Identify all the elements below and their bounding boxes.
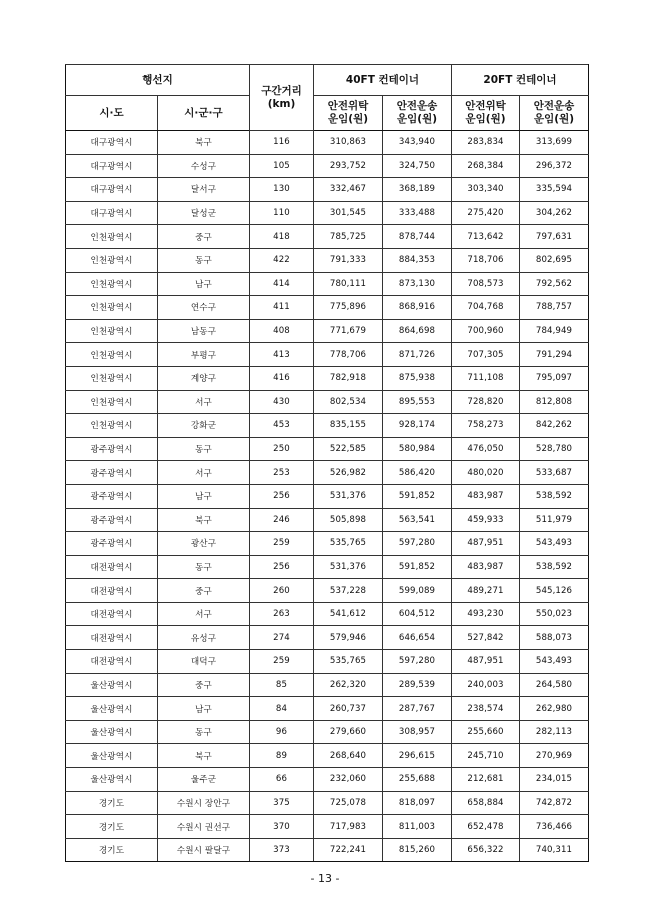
cell-sigungu: 부평구	[158, 343, 250, 367]
table-body	[66, 131, 589, 862]
cell-20ft-entrust: 483,987	[452, 484, 520, 508]
cell-distance: 89	[250, 744, 314, 768]
cell-sido: 광주광역시	[66, 484, 158, 508]
cell-40ft-transport: 818,097	[383, 791, 452, 815]
cell-40ft-entrust: 332,467	[314, 178, 383, 202]
cell-40ft-entrust: 522,585	[314, 437, 383, 461]
header-20ft-entrust: 안전위탁 운임(원)	[452, 96, 520, 131]
cell-20ft-transport: 736,466	[520, 815, 589, 839]
cell-20ft-transport: 270,969	[520, 744, 589, 768]
cell-40ft-transport: 873,130	[383, 272, 452, 296]
cell-20ft-entrust: 240,003	[452, 673, 520, 697]
cell-20ft-entrust: 704,768	[452, 296, 520, 320]
table-row	[66, 838, 589, 862]
cell-40ft-entrust: 717,983	[314, 815, 383, 839]
cell-distance: 84	[250, 697, 314, 721]
cell-sigungu: 대덕구	[158, 650, 250, 674]
fare-table	[65, 64, 589, 862]
cell-distance: 85	[250, 673, 314, 697]
cell-sido: 인천광역시	[66, 390, 158, 414]
cell-20ft-transport: 795,097	[520, 366, 589, 390]
cell-sigungu: 계양구	[158, 366, 250, 390]
table-row	[66, 131, 589, 155]
cell-distance: 66	[250, 768, 314, 792]
cell-sido: 인천광역시	[66, 343, 158, 367]
cell-distance: 411	[250, 296, 314, 320]
cell-40ft-entrust: 535,765	[314, 532, 383, 556]
cell-20ft-entrust: 487,951	[452, 650, 520, 674]
cell-sido: 광주광역시	[66, 508, 158, 532]
cell-sigungu: 남동구	[158, 319, 250, 343]
cell-40ft-entrust: 268,640	[314, 744, 383, 768]
cell-distance: 274	[250, 626, 314, 650]
table-row	[66, 650, 589, 674]
cell-20ft-entrust: 283,834	[452, 131, 520, 155]
cell-40ft-entrust: 802,534	[314, 390, 383, 414]
cell-sigungu: 동구	[158, 248, 250, 272]
header-40ft-transport: 안전운송 운임(원)	[383, 96, 452, 131]
cell-20ft-transport: 792,562	[520, 272, 589, 296]
cell-20ft-entrust: 480,020	[452, 461, 520, 485]
table-row	[66, 414, 589, 438]
table-row	[66, 532, 589, 556]
table-row	[66, 508, 589, 532]
cell-40ft-transport: 308,957	[383, 720, 452, 744]
header-40ft-entrust: 안전위탁 운임(원)	[314, 96, 383, 131]
cell-40ft-transport: 368,189	[383, 178, 452, 202]
table-row	[66, 437, 589, 461]
cell-20ft-entrust: 483,987	[452, 555, 520, 579]
cell-40ft-entrust: 526,982	[314, 461, 383, 485]
header-distance: 구간거리 (km)	[250, 65, 314, 131]
cell-distance: 418	[250, 225, 314, 249]
cell-20ft-transport: 282,113	[520, 720, 589, 744]
cell-20ft-transport: 262,980	[520, 697, 589, 721]
cell-sigungu: 연수구	[158, 296, 250, 320]
table-row	[66, 626, 589, 650]
cell-sido: 대구광역시	[66, 201, 158, 225]
cell-20ft-entrust: 758,273	[452, 414, 520, 438]
cell-sido: 경기도	[66, 838, 158, 862]
cell-40ft-transport: 864,698	[383, 319, 452, 343]
table-row	[66, 366, 589, 390]
cell-sido: 인천광역시	[66, 296, 158, 320]
cell-sido: 인천광역시	[66, 272, 158, 296]
cell-sido: 대전광역시	[66, 650, 158, 674]
cell-20ft-entrust: 212,681	[452, 768, 520, 792]
table-row	[66, 272, 589, 296]
cell-40ft-entrust: 835,155	[314, 414, 383, 438]
cell-sigungu: 중구	[158, 579, 250, 603]
cell-sido: 대구광역시	[66, 131, 158, 155]
cell-40ft-entrust: 310,863	[314, 131, 383, 155]
cell-20ft-transport: 812,808	[520, 390, 589, 414]
cell-40ft-entrust: 778,706	[314, 343, 383, 367]
cell-sido: 인천광역시	[66, 366, 158, 390]
cell-20ft-entrust: 275,420	[452, 201, 520, 225]
cell-40ft-transport: 604,512	[383, 602, 452, 626]
cell-distance: 259	[250, 532, 314, 556]
cell-40ft-entrust: 531,376	[314, 484, 383, 508]
cell-20ft-transport: 264,580	[520, 673, 589, 697]
cell-20ft-entrust: 459,933	[452, 508, 520, 532]
cell-sigungu: 남구	[158, 484, 250, 508]
cell-40ft-transport: 646,654	[383, 626, 452, 650]
cell-20ft-transport: 588,073	[520, 626, 589, 650]
cell-sido: 울산광역시	[66, 744, 158, 768]
cell-sido: 울산광역시	[66, 720, 158, 744]
cell-distance: 110	[250, 201, 314, 225]
cell-sido: 울산광역시	[66, 673, 158, 697]
cell-distance: 414	[250, 272, 314, 296]
cell-sigungu: 강화군	[158, 414, 250, 438]
cell-40ft-transport: 868,916	[383, 296, 452, 320]
table-row	[66, 791, 589, 815]
cell-sigungu: 동구	[158, 437, 250, 461]
cell-sido: 대구광역시	[66, 178, 158, 202]
cell-20ft-transport: 545,126	[520, 579, 589, 603]
cell-40ft-transport: 884,353	[383, 248, 452, 272]
cell-20ft-entrust: 238,574	[452, 697, 520, 721]
cell-20ft-transport: 543,493	[520, 650, 589, 674]
cell-40ft-entrust: 579,946	[314, 626, 383, 650]
cell-20ft-entrust: 489,271	[452, 579, 520, 603]
cell-40ft-transport: 597,280	[383, 532, 452, 556]
cell-sido: 대전광역시	[66, 579, 158, 603]
cell-20ft-transport: 797,631	[520, 225, 589, 249]
cell-20ft-transport: 550,023	[520, 602, 589, 626]
cell-sido: 울산광역시	[66, 697, 158, 721]
cell-20ft-transport: 511,979	[520, 508, 589, 532]
cell-distance: 116	[250, 131, 314, 155]
table-row	[66, 343, 589, 367]
cell-40ft-transport: 928,174	[383, 414, 452, 438]
cell-sido: 대전광역시	[66, 626, 158, 650]
cell-distance: 130	[250, 178, 314, 202]
cell-sido: 인천광역시	[66, 225, 158, 249]
table-row	[66, 602, 589, 626]
cell-20ft-transport: 784,949	[520, 319, 589, 343]
cell-20ft-entrust: 656,322	[452, 838, 520, 862]
header-sigungu: 시·군·구	[158, 96, 250, 131]
cell-40ft-transport: 296,615	[383, 744, 452, 768]
cell-20ft-transport: 791,294	[520, 343, 589, 367]
cell-sido: 대전광역시	[66, 602, 158, 626]
cell-40ft-entrust: 780,111	[314, 272, 383, 296]
cell-20ft-transport: 742,872	[520, 791, 589, 815]
cell-20ft-entrust: 707,305	[452, 343, 520, 367]
cell-40ft-transport: 871,726	[383, 343, 452, 367]
cell-20ft-transport: 335,594	[520, 178, 589, 202]
cell-40ft-entrust: 293,752	[314, 154, 383, 178]
cell-40ft-entrust: 771,679	[314, 319, 383, 343]
cell-distance: 256	[250, 484, 314, 508]
cell-40ft-entrust: 279,660	[314, 720, 383, 744]
cell-sido: 인천광역시	[66, 319, 158, 343]
cell-distance: 416	[250, 366, 314, 390]
cell-40ft-transport: 875,938	[383, 366, 452, 390]
table-row	[66, 154, 589, 178]
header-sido: 시·도	[66, 96, 158, 131]
cell-40ft-transport: 343,940	[383, 131, 452, 155]
cell-40ft-entrust: 531,376	[314, 555, 383, 579]
table-row	[66, 673, 589, 697]
cell-40ft-entrust: 232,060	[314, 768, 383, 792]
cell-20ft-entrust: 718,706	[452, 248, 520, 272]
cell-40ft-entrust: 505,898	[314, 508, 383, 532]
cell-20ft-entrust: 652,478	[452, 815, 520, 839]
cell-sido: 인천광역시	[66, 248, 158, 272]
cell-40ft-entrust: 301,545	[314, 201, 383, 225]
cell-distance: 259	[250, 650, 314, 674]
cell-20ft-transport: 788,757	[520, 296, 589, 320]
table-row	[66, 296, 589, 320]
cell-40ft-transport: 597,280	[383, 650, 452, 674]
cell-40ft-entrust: 535,765	[314, 650, 383, 674]
cell-distance: 260	[250, 579, 314, 603]
cell-20ft-entrust: 245,710	[452, 744, 520, 768]
cell-20ft-entrust: 527,842	[452, 626, 520, 650]
cell-distance: 408	[250, 319, 314, 343]
cell-20ft-entrust: 268,384	[452, 154, 520, 178]
cell-sigungu: 남구	[158, 697, 250, 721]
cell-40ft-transport: 586,420	[383, 461, 452, 485]
cell-sigungu: 북구	[158, 744, 250, 768]
cell-40ft-transport: 599,089	[383, 579, 452, 603]
cell-sigungu: 남구	[158, 272, 250, 296]
cell-40ft-entrust: 722,241	[314, 838, 383, 862]
cell-distance: 263	[250, 602, 314, 626]
table-row	[66, 461, 589, 485]
cell-sido: 광주광역시	[66, 437, 158, 461]
cell-sido: 경기도	[66, 791, 158, 815]
cell-40ft-entrust: 537,228	[314, 579, 383, 603]
table-row	[66, 319, 589, 343]
cell-40ft-entrust: 791,333	[314, 248, 383, 272]
cell-20ft-entrust: 728,820	[452, 390, 520, 414]
cell-40ft-entrust: 541,612	[314, 602, 383, 626]
cell-sido: 광주광역시	[66, 532, 158, 556]
cell-20ft-entrust: 493,230	[452, 602, 520, 626]
cell-20ft-transport: 528,780	[520, 437, 589, 461]
cell-sigungu: 달서구	[158, 178, 250, 202]
cell-sigungu: 북구	[158, 508, 250, 532]
cell-20ft-transport: 842,262	[520, 414, 589, 438]
cell-40ft-transport: 289,539	[383, 673, 452, 697]
cell-distance: 105	[250, 154, 314, 178]
header-20ft: 20FT 컨테이너	[452, 65, 589, 96]
table-row	[66, 697, 589, 721]
cell-20ft-transport: 538,592	[520, 484, 589, 508]
cell-40ft-transport: 811,003	[383, 815, 452, 839]
cell-distance: 253	[250, 461, 314, 485]
cell-distance: 453	[250, 414, 314, 438]
cell-sigungu: 수성구	[158, 154, 250, 178]
cell-sigungu: 울주군	[158, 768, 250, 792]
cell-sigungu: 광산구	[158, 532, 250, 556]
cell-20ft-entrust: 700,960	[452, 319, 520, 343]
cell-distance: 96	[250, 720, 314, 744]
cell-distance: 375	[250, 791, 314, 815]
cell-distance: 256	[250, 555, 314, 579]
table-row	[66, 555, 589, 579]
cell-sigungu: 서구	[158, 390, 250, 414]
cell-20ft-transport: 304,262	[520, 201, 589, 225]
cell-40ft-transport: 878,744	[383, 225, 452, 249]
table-row	[66, 579, 589, 603]
table-row	[66, 484, 589, 508]
cell-40ft-transport: 333,488	[383, 201, 452, 225]
cell-20ft-transport: 802,695	[520, 248, 589, 272]
cell-distance: 413	[250, 343, 314, 367]
page-number: - 13 -	[310, 872, 340, 885]
cell-sigungu: 수원시 팔달구	[158, 838, 250, 862]
cell-40ft-transport: 563,541	[383, 508, 452, 532]
table-row	[66, 201, 589, 225]
cell-40ft-entrust: 262,320	[314, 673, 383, 697]
cell-20ft-entrust: 255,660	[452, 720, 520, 744]
cell-distance: 370	[250, 815, 314, 839]
cell-20ft-entrust: 658,884	[452, 791, 520, 815]
cell-20ft-transport: 538,592	[520, 555, 589, 579]
cell-sigungu: 서구	[158, 602, 250, 626]
cell-distance: 373	[250, 838, 314, 862]
header-20ft-transport: 안전운송 운임(원)	[520, 96, 589, 131]
cell-20ft-transport: 740,311	[520, 838, 589, 862]
cell-20ft-entrust: 487,951	[452, 532, 520, 556]
table-row	[66, 178, 589, 202]
cell-20ft-transport: 543,493	[520, 532, 589, 556]
cell-40ft-transport: 324,750	[383, 154, 452, 178]
table-row	[66, 815, 589, 839]
table-row	[66, 390, 589, 414]
cell-sigungu: 달성군	[158, 201, 250, 225]
cell-40ft-entrust: 260,737	[314, 697, 383, 721]
cell-sigungu: 서구	[158, 461, 250, 485]
cell-20ft-entrust: 711,108	[452, 366, 520, 390]
cell-sido: 대전광역시	[66, 555, 158, 579]
header-40ft: 40FT 컨테이너	[314, 65, 452, 96]
table-row	[66, 720, 589, 744]
cell-sido: 인천광역시	[66, 414, 158, 438]
cell-sigungu: 동구	[158, 555, 250, 579]
table-row	[66, 225, 589, 249]
cell-40ft-entrust: 725,078	[314, 791, 383, 815]
cell-40ft-transport: 591,852	[383, 484, 452, 508]
cell-sigungu: 동구	[158, 720, 250, 744]
cell-20ft-transport: 234,015	[520, 768, 589, 792]
cell-40ft-transport: 255,688	[383, 768, 452, 792]
cell-20ft-transport: 296,372	[520, 154, 589, 178]
cell-sido: 울산광역시	[66, 768, 158, 792]
cell-40ft-entrust: 785,725	[314, 225, 383, 249]
cell-sigungu: 북구	[158, 131, 250, 155]
cell-distance: 430	[250, 390, 314, 414]
cell-40ft-transport: 591,852	[383, 555, 452, 579]
cell-20ft-entrust: 476,050	[452, 437, 520, 461]
cell-20ft-transport: 533,687	[520, 461, 589, 485]
cell-sido: 광주광역시	[66, 461, 158, 485]
cell-sido: 경기도	[66, 815, 158, 839]
table-row	[66, 768, 589, 792]
cell-40ft-transport: 895,553	[383, 390, 452, 414]
cell-sigungu: 중구	[158, 225, 250, 249]
cell-20ft-entrust: 713,642	[452, 225, 520, 249]
cell-sigungu: 중구	[158, 673, 250, 697]
cell-20ft-transport: 313,699	[520, 131, 589, 155]
cell-distance: 246	[250, 508, 314, 532]
cell-40ft-transport: 287,767	[383, 697, 452, 721]
cell-distance: 422	[250, 248, 314, 272]
cell-sigungu: 수원시 권선구	[158, 815, 250, 839]
header-destination: 행선지	[66, 65, 250, 96]
table-row	[66, 248, 589, 272]
cell-40ft-transport: 815,260	[383, 838, 452, 862]
cell-40ft-entrust: 775,896	[314, 296, 383, 320]
cell-distance: 250	[250, 437, 314, 461]
cell-20ft-entrust: 303,340	[452, 178, 520, 202]
cell-20ft-entrust: 708,573	[452, 272, 520, 296]
cell-sido: 대구광역시	[66, 154, 158, 178]
cell-sigungu: 수원시 장안구	[158, 791, 250, 815]
cell-sigungu: 유성구	[158, 626, 250, 650]
cell-40ft-transport: 580,984	[383, 437, 452, 461]
table-row	[66, 744, 589, 768]
cell-40ft-entrust: 782,918	[314, 366, 383, 390]
